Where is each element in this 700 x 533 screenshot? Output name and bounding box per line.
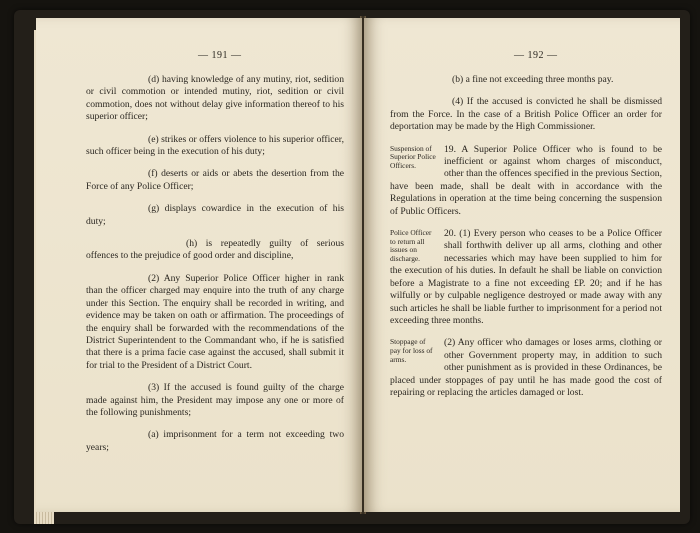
subsection-2: (2) Any Superior Police Officer higher in rank than the officer charged may enquire into the truth of any charge under this Section. The enquiry shall be recorded in writing, and evidence may be taken on oath or affirmation. The proceedings of the enquiry shall be forwarded with the recommendations of the District Superintendent to the Commandant who, if he is satisfied that there is a prima facie case against the accused, shall submit it for trial to the President of a District Court. [86, 272, 344, 371]
subsection-4: (4) If the accused is convicted he shall be dismissed from the Force. In the case of a British Police Officer an order for deportation may be made by the High Commissioner. [390, 96, 662, 133]
section-text: 19. A Superior Police Officer who is found to be inefficient or against whom charges of misconduct, other than the offences specified in the previous Section, have been made, shall be dealt with in accordance with the Regulations in operation at the time being concerning the suspension of Public Officers. [390, 143, 662, 217]
section-20-2 [390, 337, 662, 399]
clause-f: (f) deserts or aids or abets the desertion from the Force of any Police Officer; [86, 168, 344, 192]
section-text: 20. (1) Every person who ceases to be a Police Officer shall forthwith deliver up all arms, clothing and other necessaries which may have been supplied to him for the execution of his duties. In default he shall be liable on conviction before a Magistrate to a fine not exceeding £P. 20; and if he has wilfully or by culpable negligence destroyed or made away with any such articles he shall be liable further to imprisonment for a period not exceeding three months. [390, 228, 662, 326]
margin-note: Police Officer to return all issues on discharge. [390, 228, 432, 263]
margin-note: Stoppage of pay for loss of arms. [390, 337, 433, 364]
clause-g: (g) displays cowardice in the execution of his duty; [86, 203, 344, 227]
page-text [390, 74, 662, 409]
clause-a: (a) imprisonment for a term not exceeding two years; [86, 429, 344, 453]
page-number: — 191 — [198, 50, 242, 61]
subsection-3: (3) If the accused is found guilty of the charge made against him, the President may impose any one or more of the following punishments; [86, 382, 344, 418]
clause-b: (b) a fine not exceeding three months pay. [452, 74, 614, 85]
section-19 [390, 144, 662, 218]
page-number: — 192 — [514, 50, 558, 61]
section-20-1 [390, 228, 662, 327]
left-page [36, 18, 362, 512]
page-text [86, 74, 344, 464]
section-text: (2) Any officer who damages or loses arms, clothing or other Government property may, in addition to such other punishment as is provided in these Ordinances, be placed under stoppages of pay until he has made good the cost of repairing or replacing the articles damaged or lost. [390, 337, 662, 398]
clause-d: (d) having knowledge of any mutiny, riot, sedition or civil commotion or intended mutiny, riot, sedition or civil commotion, does not without delay give information thereof to his superior officer; [86, 74, 344, 123]
margin-note: Suspension of Superior Police Officers. [390, 143, 436, 170]
right-page [364, 18, 680, 512]
clause-h: (h) is repeatedly guilty of serious offences to the prejudice of good order and discipline, [86, 238, 344, 262]
clause-e: (e) strikes or offers violence to his superior officer, such officer being in the execution of his duty; [86, 133, 344, 158]
